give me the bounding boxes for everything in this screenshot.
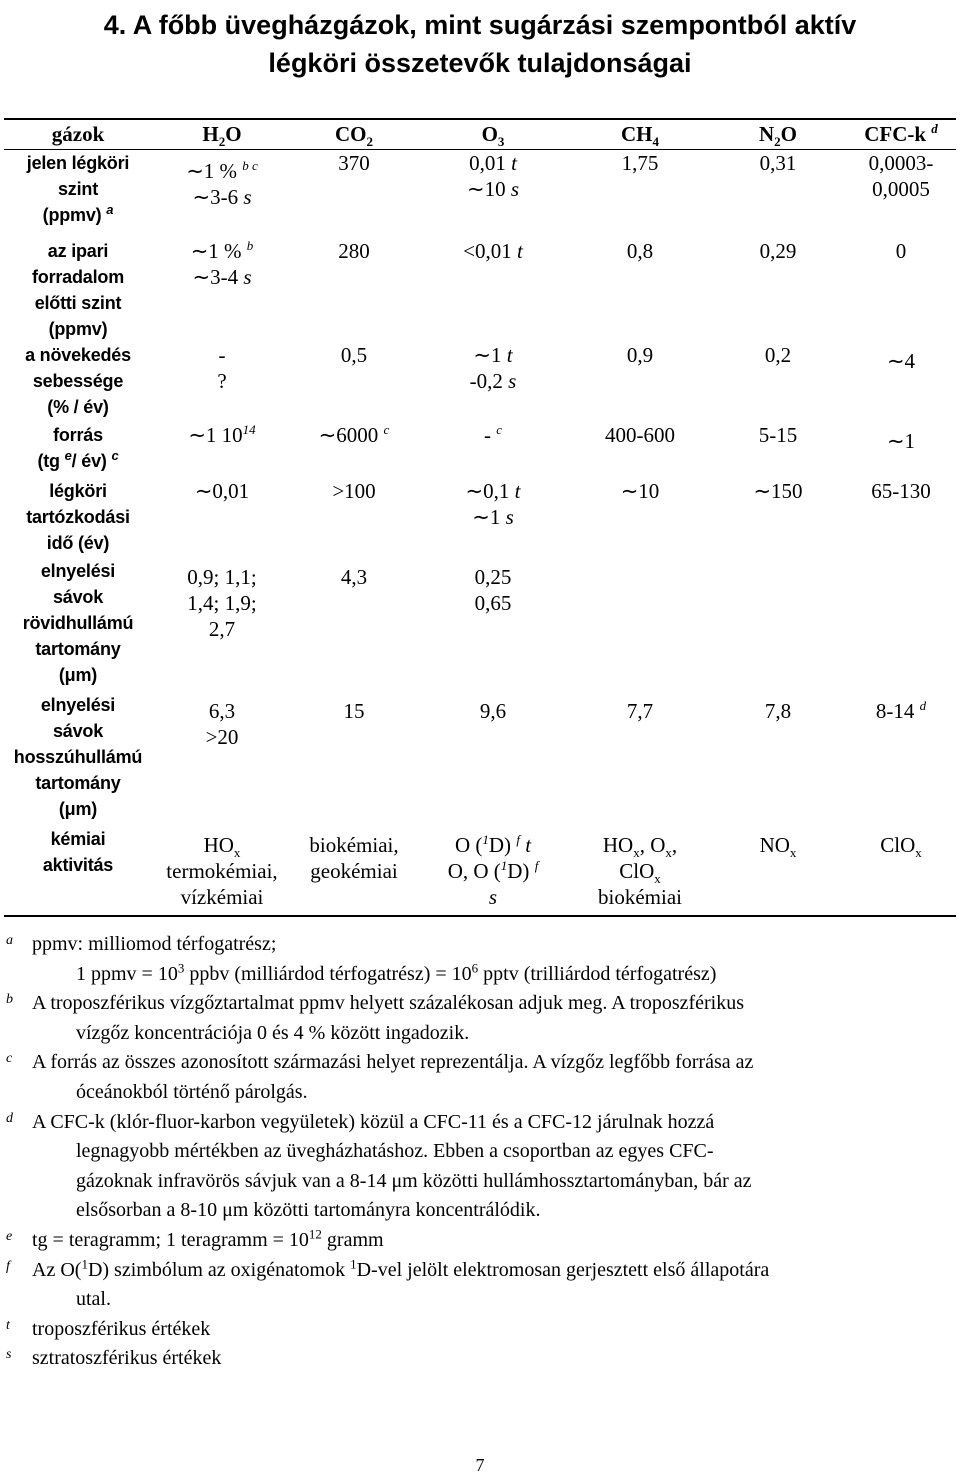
table-row bbox=[4, 342, 956, 422]
footnote-f: f Az O($^1$D) szimbólum az oxigénatomok $^1$D-vel jelölt elektromosan gerjesztett első állapotára utal. bbox=[6, 1256, 950, 1315]
footnote-marker: s bbox=[6, 1347, 12, 1363]
footnote-t: t troposzférikus értékek bbox=[6, 1315, 950, 1345]
footnote-marker: b bbox=[6, 992, 13, 1008]
cell-n2o: 0,31 bbox=[759, 151, 797, 175]
cell-co2: biokémiai, geokémiai bbox=[309, 832, 399, 883]
title-line-2: légköri összetevők tulajdonságai bbox=[268, 48, 692, 78]
cell-n2o bbox=[710, 558, 846, 692]
cell-co2: 0,5 bbox=[340, 342, 368, 367]
table-row bbox=[4, 150, 956, 238]
table-row bbox=[4, 692, 956, 826]
footnote-marker: f bbox=[6, 1258, 10, 1274]
greenhouse-gas-table bbox=[4, 118, 956, 917]
cell-co2: ∼6000 $^c$ bbox=[318, 421, 390, 447]
cell-co2: >100 bbox=[332, 478, 376, 503]
cell-h2o: ∼1 % $^b$ ∼3-4 s bbox=[190, 237, 254, 289]
cell-cfc bbox=[846, 558, 956, 692]
cell-co2: 4,3 bbox=[340, 564, 368, 589]
cell-co2: 370 bbox=[338, 151, 370, 175]
table-row bbox=[4, 826, 956, 916]
footnote-a: a ppmv: milliomod térfogatrész; 1 ppmv = $10^3$ ppbv (milliárdod térfogatrész) = $10^6$ pptv (trilliárdod térfogatrész) bbox=[6, 930, 950, 989]
cell-ch4: 7,7 bbox=[626, 698, 654, 723]
cell-o3: ∼1 t -0,2 s bbox=[469, 342, 517, 393]
cell-cfc: 0 bbox=[895, 238, 907, 263]
cell-h2o: - ? bbox=[217, 342, 227, 393]
footnotes bbox=[6, 930, 950, 1374]
cell-ch4: 400-600 bbox=[605, 422, 675, 447]
header-o3: $O_3$ bbox=[481, 122, 505, 150]
cell-ch4: 0,8 bbox=[626, 238, 654, 263]
cell-n2o: 0,29 bbox=[759, 238, 797, 263]
header-cfc: CFC-k $^d$ bbox=[864, 121, 938, 146]
cell-ch4: ∼10 bbox=[620, 478, 660, 503]
cell-cfc: ClO$_x$ bbox=[880, 832, 922, 860]
page-title bbox=[0, 6, 960, 82]
header-co2: $CO_2$ bbox=[335, 122, 373, 150]
table-header-row bbox=[4, 119, 956, 150]
cell-co2: 280 bbox=[338, 238, 370, 263]
title-line-1: 4. A főbb üvegházgázok, mint sugárzási szempontból aktív bbox=[103, 10, 857, 40]
footnote-marker: e bbox=[6, 1228, 13, 1244]
cell-o3: 0,01 t ∼10 s bbox=[466, 151, 520, 201]
cell-o3: 0,25 0,65 bbox=[474, 564, 512, 615]
row-label-current-level: jelen légköri szint (ppmv) $^a$ bbox=[26, 153, 130, 225]
cell-co2: 15 bbox=[343, 698, 365, 723]
cell-h2o: $HO_x$ termokémiai, vízkémiai bbox=[166, 832, 278, 909]
header-n2o: $N_2O$ bbox=[758, 122, 797, 150]
cell-h2o: ∼1 % $^{b c}$ ∼3-6 s bbox=[186, 158, 258, 209]
row-label-longwave-bands: elnyelési sávok hosszúhullámú tartomány (μm) bbox=[13, 694, 143, 819]
footnote-marker: t bbox=[6, 1317, 10, 1333]
cell-cfc: ∼1 bbox=[886, 428, 916, 453]
row-label-chemical-activity: kémiai aktivitás bbox=[42, 828, 114, 875]
cell-cfc: 8-14 $^d$ bbox=[875, 697, 927, 723]
cell-n2o: ∼150 bbox=[753, 478, 803, 503]
header-h2o: $H_2O$ bbox=[202, 122, 242, 150]
cell-ch4: $HO_x$, $O_x$, ClO$_x$ biokémiai bbox=[598, 832, 682, 909]
cell-n2o: $NO_x$ bbox=[759, 832, 797, 860]
footnote-s: s sztratoszférikus értékek bbox=[6, 1344, 950, 1374]
cell-cfc: ∼4 bbox=[886, 348, 916, 373]
footnote-c: c A forrás az összes azonosított származási helyet reprezentálja. A vízgőz legfőbb forrása az óceánokból történő párolgás. bbox=[6, 1048, 950, 1107]
cell-o3: - $^c$ bbox=[483, 421, 503, 447]
cell-n2o: 0,2 bbox=[764, 342, 792, 367]
table-row bbox=[4, 422, 956, 478]
row-label-source: forrás (tg $^e$/ év) $^c$ bbox=[37, 424, 119, 471]
footnote-marker: c bbox=[6, 1051, 13, 1067]
header-ch4: $CH_4$ bbox=[621, 122, 659, 150]
footnote-d: d A CFC-k (klór-fluor-karbon vegyületek) közül a CFC-11 és a CFC-12 járulnak hozzá legnagyobb mértékben az üvegházhatáshoz. Ebben a csoportban az egyes CFC- gázoknak infravörös sávjuk van a 8-14 μm közötti hullámhossztartományban, bár az elsősorban a 8-10 μm közötti tartományra koncentrálódik. bbox=[6, 1108, 950, 1226]
footnote-marker: a bbox=[6, 933, 13, 948]
cell-n2o: 7,8 bbox=[764, 698, 792, 723]
cell-ch4 bbox=[570, 558, 710, 692]
table-row bbox=[4, 478, 956, 558]
cell-cfc: 0,0003- 0,0005 bbox=[868, 151, 934, 201]
table-row bbox=[4, 238, 956, 342]
footnote-b: b A troposzférikus vízgőztartalmat ppmv helyett százalékosan adjuk meg. A troposzférikus vízgőz koncentrációja 0 és 4 % között ingadozik. bbox=[6, 989, 950, 1048]
cell-cfc: 65-130 bbox=[871, 478, 931, 503]
cell-n2o: 5-15 bbox=[758, 422, 798, 447]
row-label-shortwave-bands: elnyelési sávok rövidhullámú tartomány (μm) bbox=[22, 560, 134, 685]
row-label-preindustrial-level: az ipari forradalom előtti szint (ppmv) bbox=[31, 240, 125, 339]
header-gases: gázok bbox=[51, 122, 105, 146]
row-label-growth-rate: a növekedés sebessége (% / év) bbox=[25, 344, 131, 417]
footnote-marker: d bbox=[6, 1110, 13, 1126]
cell-ch4: 0,9 bbox=[626, 342, 654, 367]
cell-o3: 9,6 bbox=[479, 698, 507, 723]
row-label-residence-time: légköri tartózkodási idő (év) bbox=[26, 480, 130, 553]
cell-h2o: ∼0,01 bbox=[194, 478, 250, 503]
cell-h2o: ∼1 $10^{14}$ bbox=[188, 421, 256, 447]
cell-o3: <0,01 t bbox=[463, 238, 523, 263]
cell-h2o: 6,3 >20 bbox=[205, 698, 239, 749]
footnote-e: e tg = teragramm; 1 teragramm = $10^{12}$ gramm bbox=[6, 1226, 950, 1256]
cell-ch4: 1,75 bbox=[621, 151, 659, 175]
cell-o3: ∼0,1 t ∼1 s bbox=[465, 478, 521, 529]
table-row bbox=[4, 558, 956, 692]
cell-h2o: 0,9; 1,1; 1,4; 1,9; 2,7 bbox=[187, 564, 257, 641]
page-number: 7 bbox=[475, 1455, 485, 1475]
cell-o3: O ($^1$D) $^f$ t O, O ($^1$D) $^f$ s bbox=[447, 831, 539, 909]
